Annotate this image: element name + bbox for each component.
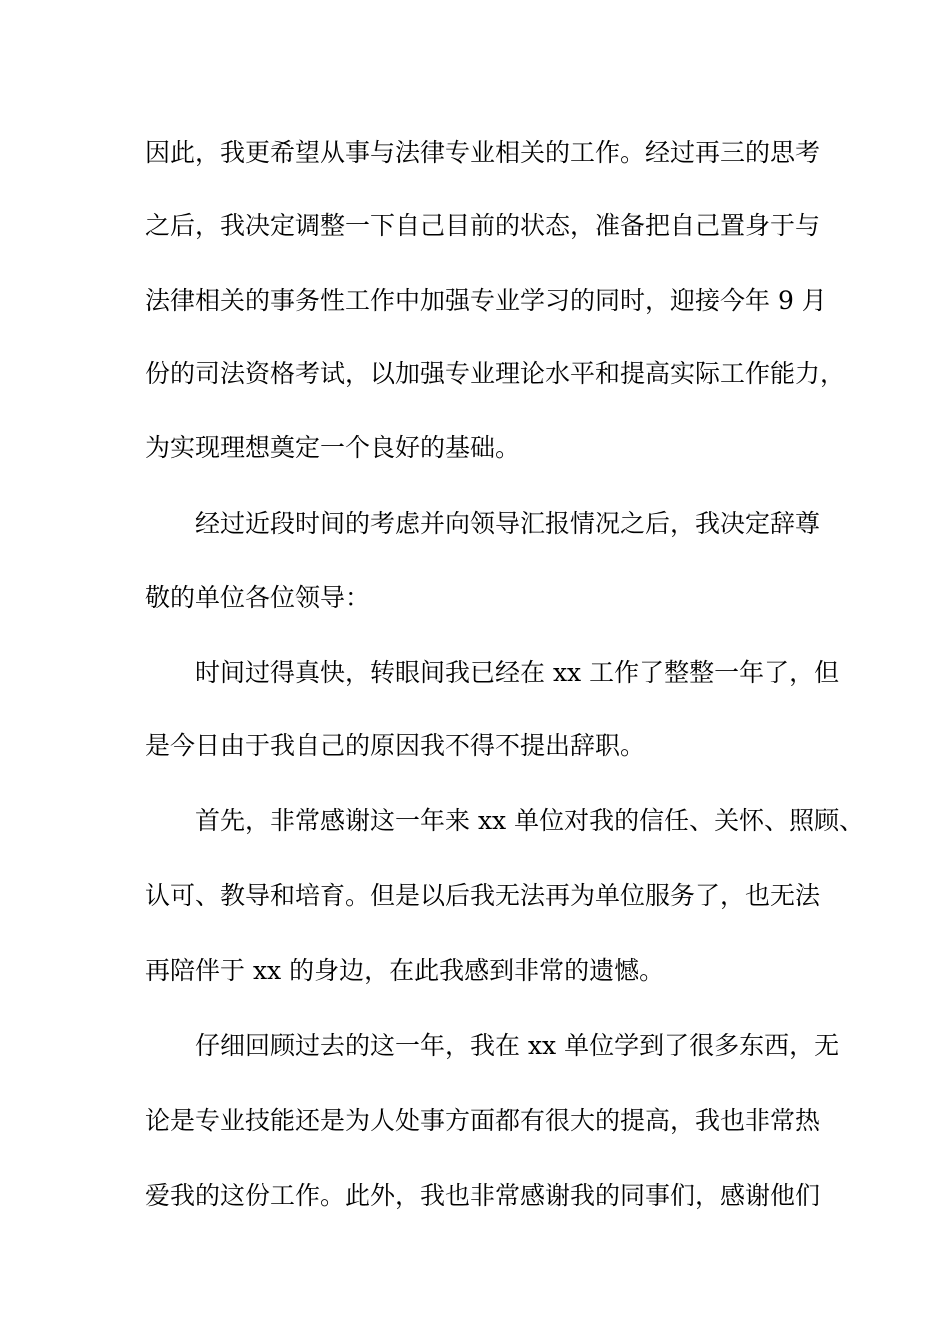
paragraph-first-line: 仔细回顾过去的这一年，我在 xx 单位学到了很多东西，无 <box>195 1031 840 1060</box>
paragraph-first-line: 首先，非常感谢这一年来 xx 单位对我的信任、关怀、照顾、 <box>195 806 865 835</box>
text-line: 之后，我决定调整一下自己目前的状态，准备把自己置身于与 <box>145 211 821 240</box>
text-line: 法律相关的事务性工作中加强专业学习的同时，迎接今年 9 月 <box>145 286 827 315</box>
text-line: 为实现理想奠定一个良好的基础。 <box>145 433 521 462</box>
paragraph-first-line: 经过近段时间的考虑并向领导汇报情况之后，我决定辞尊 <box>195 509 821 538</box>
text-line: 是今日由于我自己的原因我不得不提出辞职。 <box>145 731 646 760</box>
text-line: 论是专业技能还是为人处事方面都有很大的提高，我也非常热 <box>145 1106 821 1135</box>
text-line: 爱我的这份工作。此外，我也非常感谢我的同事们，感谢他们 <box>145 1181 821 1210</box>
text-line: 认可、教导和培育。但是以后我无法再为单位服务了，也无法 <box>145 881 821 910</box>
text-line: 份的司法资格考试，以加强专业理论水平和提高实际工作能力， <box>145 359 846 388</box>
text-line: 敬的单位各位领导： <box>145 583 371 612</box>
text-line: 因此，我更希望从事与法律专业相关的工作。经过再三的思考 <box>145 138 821 167</box>
text-line: 再陪伴于 xx 的身边，在此我感到非常的遗憾。 <box>145 956 665 985</box>
paragraph-first-line: 时间过得真快，转眼间我已经在 xx 工作了整整一年了，但 <box>195 658 840 687</box>
